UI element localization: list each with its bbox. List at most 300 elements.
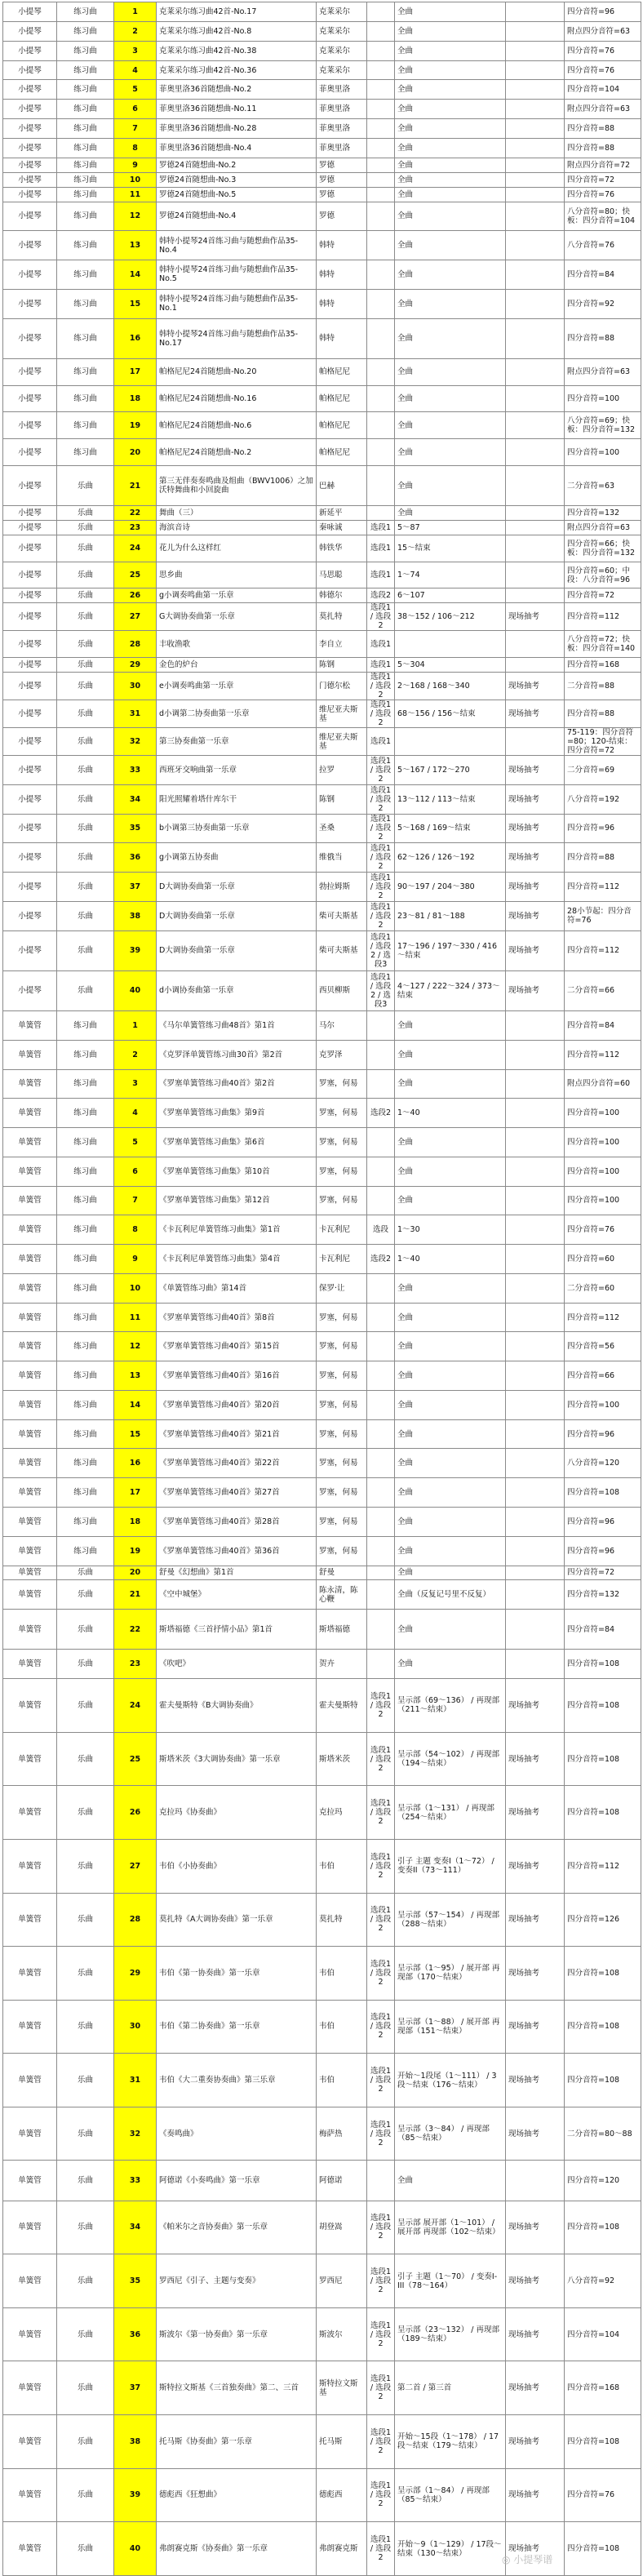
table-row (3, 1361, 641, 1391)
composer-cell: 帕格尼尼 (317, 385, 367, 412)
category-cell: 乐曲 (57, 1893, 114, 1947)
category-cell: 练习曲 (57, 289, 114, 318)
composer-cell: 罗塞，何易 (317, 1536, 367, 1566)
instrument-cell: 单簧管 (3, 1839, 57, 1893)
exam-note-cell: 现场抽考 (506, 930, 565, 970)
tempo-cell: 四分音符=100 (565, 439, 641, 466)
composer-cell: 斯特拉文斯基 (317, 2361, 367, 2415)
measures-cell: 全曲 (395, 158, 506, 172)
table-row (3, 2107, 641, 2161)
title-cell: 韦伯《小协奏曲》 (157, 1839, 317, 1893)
exam-note-cell (506, 289, 565, 318)
composer-cell: 罗西尼 (317, 2254, 367, 2308)
title-cell: 弗朗赛克斯《协奏曲》第一乐章 (157, 2522, 317, 2576)
table-row (3, 1947, 641, 2001)
number-cell: 24 (114, 1679, 157, 1733)
section-cell: 选段1 / 选段2 (367, 1786, 395, 1840)
table-row (3, 970, 641, 1010)
section-cell: 选段1 / 选段2 (367, 1732, 395, 1786)
composer-cell: 菲奥里洛 (317, 119, 367, 139)
measures-cell: 68～156 / 156～结束 (395, 700, 506, 728)
exam-note-cell (506, 1508, 565, 1537)
composer-cell: 勃拉姆斯 (317, 873, 367, 902)
instrument-cell: 单簧管 (3, 1478, 57, 1508)
table-row (3, 1580, 641, 1610)
exam-note-cell (506, 1186, 565, 1215)
section-cell: 选段1 / 选段2 (367, 1947, 395, 2001)
composer-cell: 罗德 (317, 158, 367, 172)
table-row (3, 358, 641, 385)
measures-cell: 全曲 (395, 1449, 506, 1478)
measures-cell: 全曲 (395, 289, 506, 318)
instrument-cell: 小提琴 (3, 289, 57, 318)
table-row (3, 1893, 641, 1947)
tempo-cell: 四分音符=88 (565, 700, 641, 728)
exam-note-cell (506, 358, 565, 385)
composer-cell: 斯波尔 (317, 2307, 367, 2361)
composer-cell: 罗塞，何易 (317, 1186, 367, 1215)
table-row (3, 631, 641, 658)
category-cell: 练习曲 (57, 1361, 114, 1391)
composer-cell: 韩特 (317, 289, 367, 318)
measures-cell: 呈示部（3～84） / 再现部（85～结束） (395, 2107, 506, 2161)
table-row (3, 60, 641, 80)
composer-cell: 柴可夫斯基 (317, 901, 367, 930)
composer-cell: 马思聪 (317, 562, 367, 588)
tempo-cell: 附点四分音符=63 (565, 100, 641, 119)
composer-cell: 罗塞，何易 (317, 1069, 367, 1099)
instrument-cell: 小提琴 (3, 385, 57, 412)
measures-cell: 全曲 (395, 1010, 506, 1040)
title-cell: 《罗塞单簧管练习曲40首》第16首 (157, 1361, 317, 1391)
title-cell: 《卡瓦利尼单簧管练习曲集》第1首 (157, 1215, 317, 1245)
instrument-cell: 单簧管 (3, 2054, 57, 2107)
measures-cell: 全曲 (395, 260, 506, 290)
category-cell: 练习曲 (57, 1478, 114, 1508)
number-cell: 13 (114, 1361, 157, 1391)
exam-note-cell: 现场抽考 (506, 1786, 565, 1840)
table-row (3, 231, 641, 260)
tempo-cell: 四分音符=84 (565, 260, 641, 290)
composer-cell: 卡瓦利尼 (317, 1215, 367, 1245)
title-cell: 罗德24首随想曲-No.4 (157, 202, 317, 231)
category-cell: 练习曲 (57, 1040, 114, 1069)
number-cell: 3 (114, 41, 157, 60)
measures-cell: 17～196 / 197～330 / 416～结束 (395, 930, 506, 970)
section-cell: 选段1 / 选段2 (367, 2522, 395, 2576)
title-cell: D大调协奏曲第一乐章 (157, 901, 317, 930)
section-cell: 选段2 (367, 588, 395, 603)
title-cell: 舞曲（三） (157, 506, 317, 521)
measures-cell: 23～81 / 81～188 (395, 901, 506, 930)
instrument-cell: 单簧管 (3, 2201, 57, 2254)
tempo-cell: 附点四分音符=60 (565, 1069, 641, 1099)
section-cell (367, 158, 395, 172)
title-cell: 罗德24首随想曲-No.3 (157, 172, 317, 187)
instrument-cell: 小提琴 (3, 728, 57, 756)
exam-note-cell: 现场抽考 (506, 843, 565, 873)
number-cell: 23 (114, 1650, 157, 1679)
tempo-cell: 附点四分音符=63 (565, 521, 641, 535)
instrument-cell: 单簧管 (3, 1361, 57, 1391)
tempo-cell: 四分音符=76 (565, 187, 641, 202)
composer-cell: 罗塞，何易 (317, 1508, 367, 1537)
measures-cell: 5～167 / 172～270 (395, 756, 506, 785)
category-cell: 乐曲 (57, 465, 114, 505)
category-cell: 练习曲 (57, 1186, 114, 1215)
category-cell: 练习曲 (57, 158, 114, 172)
tempo-cell: 八分音符=120 (565, 1449, 641, 1478)
exam-note-cell (506, 506, 565, 521)
title-cell: 罗德24首随想曲-No.5 (157, 187, 317, 202)
tempo-cell: 四分音符=72 (565, 588, 641, 603)
instrument-cell: 小提琴 (3, 756, 57, 785)
exam-note-cell: 现场抽考 (506, 784, 565, 814)
exam-note-cell: 现场抽考 (506, 2054, 565, 2107)
section-cell: 选段1 / 选段2 (367, 2107, 395, 2161)
tempo-cell: 四分音符=100 (565, 1186, 641, 1215)
exam-note-cell (506, 1610, 565, 1650)
measures-cell: 全曲 (395, 1508, 506, 1537)
tempo-cell: 四分音符=104 (565, 80, 641, 100)
measures-cell: 15～结束 (395, 535, 506, 562)
number-cell: 28 (114, 631, 157, 658)
measures-cell: 62～126 / 126～192 (395, 843, 506, 873)
instrument-cell: 小提琴 (3, 658, 57, 673)
title-cell: 帕格尼尼24首随想曲-No.6 (157, 412, 317, 439)
composer-cell: 罗塞，何易 (317, 1128, 367, 1157)
section-cell (367, 1566, 395, 1580)
instrument-cell: 小提琴 (3, 603, 57, 631)
table-row (3, 1303, 641, 1332)
number-cell: 11 (114, 187, 157, 202)
section-cell (367, 1040, 395, 1069)
number-cell: 17 (114, 358, 157, 385)
title-cell: 第三协奏曲第一乐章 (157, 728, 317, 756)
instrument-cell: 小提琴 (3, 700, 57, 728)
section-cell (367, 100, 395, 119)
exam-note-cell: 现场抽考 (506, 1732, 565, 1786)
number-cell: 2 (114, 1040, 157, 1069)
category-cell: 乐曲 (57, 700, 114, 728)
instrument-cell: 小提琴 (3, 843, 57, 873)
title-cell: g小调奏鸣曲第一乐章 (157, 588, 317, 603)
measures-cell: 全曲 (395, 1303, 506, 1332)
exam-note-cell: 现场抽考 (506, 873, 565, 902)
tempo-cell: 四分音符=88 (565, 139, 641, 158)
tempo-cell: 四分音符=60 (565, 1245, 641, 1274)
category-cell: 乐曲 (57, 784, 114, 814)
title-cell: 韩特小提琴24首练习曲与随想曲作品35-No.4 (157, 231, 317, 260)
exam-note-cell (506, 1215, 565, 1245)
section-cell (367, 260, 395, 290)
section-cell: 选段1 / 选段2 (367, 2468, 395, 2522)
measures-cell: 1～40 (395, 1245, 506, 1274)
number-cell: 31 (114, 700, 157, 728)
section-cell: 选段1 / 选段2 (367, 2054, 395, 2107)
title-cell: 克拉玛《协奏曲》 (157, 1786, 317, 1840)
title-cell: 《吹吧》 (157, 1650, 317, 1679)
tempo-cell: 四分音符=108 (565, 1786, 641, 1840)
exam-note-cell (506, 1419, 565, 1449)
title-cell: 舒曼《幻想曲》第1首 (157, 1566, 317, 1580)
instrument-cell: 小提琴 (3, 187, 57, 202)
measures-cell: 全曲 (395, 1128, 506, 1157)
category-cell: 乐曲 (57, 814, 114, 843)
title-cell: 霍夫曼斯特《B大调协奏曲》 (157, 1679, 317, 1733)
number-cell: 4 (114, 60, 157, 80)
title-cell: 《罗塞单簧管练习曲40首》第2首 (157, 1069, 317, 1099)
number-cell: 13 (114, 231, 157, 260)
composer-cell: 韦伯 (317, 2054, 367, 2107)
section-cell: 选段1 / 选段2 (367, 1839, 395, 1893)
measures-cell: 全曲 (395, 139, 506, 158)
number-cell: 22 (114, 506, 157, 521)
number-cell: 10 (114, 1273, 157, 1303)
exam-note-cell: 现场抽考 (506, 970, 565, 1010)
measures-cell: 5～87 (395, 521, 506, 535)
composer-cell: 克罗泽 (317, 1040, 367, 1069)
instrument-cell: 小提琴 (3, 60, 57, 80)
section-cell: 选段2 (367, 1245, 395, 1274)
composer-cell: 保罗·让 (317, 1273, 367, 1303)
category-cell: 乐曲 (57, 1650, 114, 1679)
section-cell (367, 1650, 395, 1679)
composer-cell: 柴可夫斯基 (317, 930, 367, 970)
exam-note-cell (506, 158, 565, 172)
composer-cell: 韦伯 (317, 1839, 367, 1893)
composer-cell: 帕格尼尼 (317, 412, 367, 439)
exam-note-cell (506, 1010, 565, 1040)
category-cell: 乐曲 (57, 2054, 114, 2107)
table-row (3, 2522, 641, 2576)
instrument-cell: 小提琴 (3, 631, 57, 658)
exam-note-cell (506, 728, 565, 756)
exam-note-cell (506, 588, 565, 603)
title-cell: 丰收渔歌 (157, 631, 317, 658)
instrument-cell: 小提琴 (3, 80, 57, 100)
category-cell: 练习曲 (57, 1303, 114, 1332)
table-row (3, 80, 641, 100)
number-cell: 16 (114, 318, 157, 358)
instrument-cell: 小提琴 (3, 2, 57, 22)
measures-cell: 呈示部（1～88） / 展开部 再现部（151～结束） (395, 2000, 506, 2054)
table-row (3, 119, 641, 139)
measures-cell: 全曲 (395, 1332, 506, 1361)
exam-note-cell (506, 439, 565, 466)
number-cell: 11 (114, 1303, 157, 1332)
measures-cell: 全曲 (395, 1390, 506, 1419)
section-cell: 选段1 / 选段2 (367, 843, 395, 873)
category-cell: 练习曲 (57, 1508, 114, 1537)
measures-cell: 全曲 (395, 1186, 506, 1215)
instrument-cell: 小提琴 (3, 930, 57, 970)
number-cell: 7 (114, 119, 157, 139)
section-cell (367, 80, 395, 100)
tempo-cell: 四分音符=96 (565, 1536, 641, 1566)
instrument-cell: 小提琴 (3, 535, 57, 562)
table-row (3, 1157, 641, 1186)
measures-cell: 全曲 (395, 1419, 506, 1449)
table-row (3, 873, 641, 902)
number-cell: 2 (114, 21, 157, 41)
measures-cell: 呈示部（57～154） / 再现部（288～结束） (395, 1893, 506, 1947)
table-row (3, 1099, 641, 1128)
category-cell: 乐曲 (57, 2161, 114, 2201)
tempo-cell: 四分音符=76 (565, 2468, 641, 2522)
tempo-cell: 二分音符=80～88 (565, 2107, 641, 2161)
section-cell: 选段1 / 选段2 / 选段3 (367, 930, 395, 970)
category-cell: 乐曲 (57, 1566, 114, 1580)
title-cell: 克莱采尔练习曲42首-No.36 (157, 60, 317, 80)
composer-cell: 罗塞，何易 (317, 1390, 367, 1419)
tempo-cell: 八分音符=72；快板：四分音符=140 (565, 631, 641, 658)
instrument-cell: 小提琴 (3, 412, 57, 439)
section-cell: 选段1 / 选段2 (367, 814, 395, 843)
tempo-cell: 四分音符=100 (565, 1390, 641, 1419)
exam-note-cell (506, 172, 565, 187)
exam-note-cell (506, 202, 565, 231)
composer-cell: 霍夫曼斯特 (317, 1679, 367, 1733)
measures-cell: 呈示部（69～136） / 再现部（211～结束） (395, 1679, 506, 1733)
table-row (3, 506, 641, 521)
category-cell: 练习曲 (57, 1157, 114, 1186)
measures-cell: 2～168 / 168～340 (395, 673, 506, 700)
table-row (3, 728, 641, 756)
measures-cell (395, 631, 506, 658)
tempo-cell: 四分音符=56 (565, 1332, 641, 1361)
tempo-cell: 四分音符=88 (565, 119, 641, 139)
section-cell: 选段2 (367, 1099, 395, 1128)
composer-cell: 罗塞，何易 (317, 1303, 367, 1332)
title-cell: 《罗塞单簧管练习曲40首》第21首 (157, 1419, 317, 1449)
measures-cell: 1～40 (395, 1099, 506, 1128)
category-cell: 乐曲 (57, 631, 114, 658)
instrument-cell: 单簧管 (3, 2000, 57, 2054)
section-cell: 选段1 / 选段2 (367, 603, 395, 631)
measures-cell: 呈示部（1～84） / 再现部（85～结束） (395, 2468, 506, 2522)
composer-cell: 韩德尔 (317, 588, 367, 603)
tempo-cell: 四分音符=108 (565, 1732, 641, 1786)
instrument-cell: 小提琴 (3, 100, 57, 119)
table-row (3, 2000, 641, 2054)
measures-cell: 全曲 (395, 318, 506, 358)
title-cell: 《空中城堡》 (157, 1580, 317, 1610)
exam-note-cell: 现场抽考 (506, 1893, 565, 1947)
tempo-cell: 四分音符=72 (565, 172, 641, 187)
measures-cell: 第二首 / 第三首 (395, 2361, 506, 2415)
measures-cell: 全曲 (395, 439, 506, 466)
category-cell: 乐曲 (57, 603, 114, 631)
table-row (3, 814, 641, 843)
instrument-cell: 小提琴 (3, 506, 57, 521)
table-row (3, 2307, 641, 2361)
exam-note-cell: 现场抽考 (506, 2361, 565, 2415)
instrument-cell: 单簧管 (3, 2522, 57, 2576)
exam-note-cell (506, 1650, 565, 1679)
category-cell: 乐曲 (57, 535, 114, 562)
instrument-cell: 单簧管 (3, 1650, 57, 1679)
measures-cell: 90～197 / 204～380 (395, 873, 506, 902)
composer-cell: 莫扎特 (317, 1893, 367, 1947)
section-cell: 选段1 / 选段2 / 选段3 (367, 970, 395, 1010)
instrument-cell: 单簧管 (3, 1947, 57, 2001)
composer-cell: 门德尔松 (317, 673, 367, 700)
tempo-cell: 八分音符=192 (565, 784, 641, 814)
section-cell: 选段1 / 选段2 (367, 700, 395, 728)
section-cell: 选段 (367, 1215, 395, 1245)
tempo-cell: 四分音符=60；中段：八分音符=96 (565, 562, 641, 588)
number-cell: 33 (114, 2161, 157, 2201)
category-cell: 乐曲 (57, 506, 114, 521)
number-cell: 27 (114, 1839, 157, 1893)
section-cell: 选段1 / 选段2 (367, 2361, 395, 2415)
title-cell: g小调第五协奏曲 (157, 843, 317, 873)
section-cell (367, 385, 395, 412)
instrument-cell: 小提琴 (3, 139, 57, 158)
category-cell: 练习曲 (57, 119, 114, 139)
instrument-cell: 小提琴 (3, 521, 57, 535)
instrument-cell: 小提琴 (3, 901, 57, 930)
instrument-cell: 单簧管 (3, 1273, 57, 1303)
section-cell (367, 1157, 395, 1186)
title-cell: b小调第三协奏曲第一乐章 (157, 814, 317, 843)
tempo-cell: 四分音符=168 (565, 2361, 641, 2415)
title-cell: 德彪西《狂想曲》 (157, 2468, 317, 2522)
title-cell: 西班牙交响曲第一乐章 (157, 756, 317, 785)
category-cell: 练习曲 (57, 1245, 114, 1274)
title-cell: 菲奥里洛36首随想曲-No.2 (157, 80, 317, 100)
category-cell: 练习曲 (57, 2, 114, 22)
composer-cell: 西贝柳斯 (317, 970, 367, 1010)
exam-note-cell (506, 260, 565, 290)
title-cell: 《罗塞单簧管练习曲40首》第22首 (157, 1449, 317, 1478)
title-cell: 《罗塞单簧管练习曲集》第6首 (157, 1128, 317, 1157)
table-row (3, 172, 641, 187)
title-cell: 帕格尼尼24首随想曲-No.20 (157, 358, 317, 385)
exam-note-cell: 现场抽考 (506, 2107, 565, 2161)
category-cell: 乐曲 (57, 1786, 114, 1840)
tempo-cell: 四分音符=100 (565, 1157, 641, 1186)
exam-note-cell (506, 562, 565, 588)
tempo-cell: 四分音符=108 (565, 1478, 641, 1508)
tempo-cell: 四分音符=112 (565, 1303, 641, 1332)
table-row (3, 2468, 641, 2522)
tempo-cell: 四分音符=76 (565, 1215, 641, 1245)
instrument-cell: 单簧管 (3, 2361, 57, 2415)
exam-note-cell (506, 1449, 565, 1478)
number-cell: 22 (114, 1610, 157, 1650)
table-row (3, 930, 641, 970)
number-cell: 21 (114, 465, 157, 505)
section-cell: 选段1 (367, 631, 395, 658)
number-cell: 9 (114, 158, 157, 172)
composer-cell: 阿德诺 (317, 2161, 367, 2201)
title-cell: 韩特小提琴24首练习曲与随想曲作品35-No.5 (157, 260, 317, 290)
title-cell: G大调协奏曲第一乐章 (157, 603, 317, 631)
category-cell: 乐曲 (57, 1947, 114, 2001)
category-cell: 练习曲 (57, 1273, 114, 1303)
measures-cell: 呈示部（54～102） / 再现部（194～结束） (395, 1732, 506, 1786)
measures-cell: 全曲 (395, 80, 506, 100)
tempo-cell: 二分音符=69 (565, 756, 641, 785)
measures-cell: 全曲 (395, 41, 506, 60)
composer-cell: 罗德 (317, 202, 367, 231)
title-cell: 《罗塞单簧管练习曲集》第12首 (157, 1186, 317, 1215)
category-cell: 乐曲 (57, 873, 114, 902)
measures-cell: 开始～9（1～129） / 17段～结束（130～结束） (395, 2522, 506, 2576)
tempo-cell: 四分音符=72 (565, 1566, 641, 1580)
